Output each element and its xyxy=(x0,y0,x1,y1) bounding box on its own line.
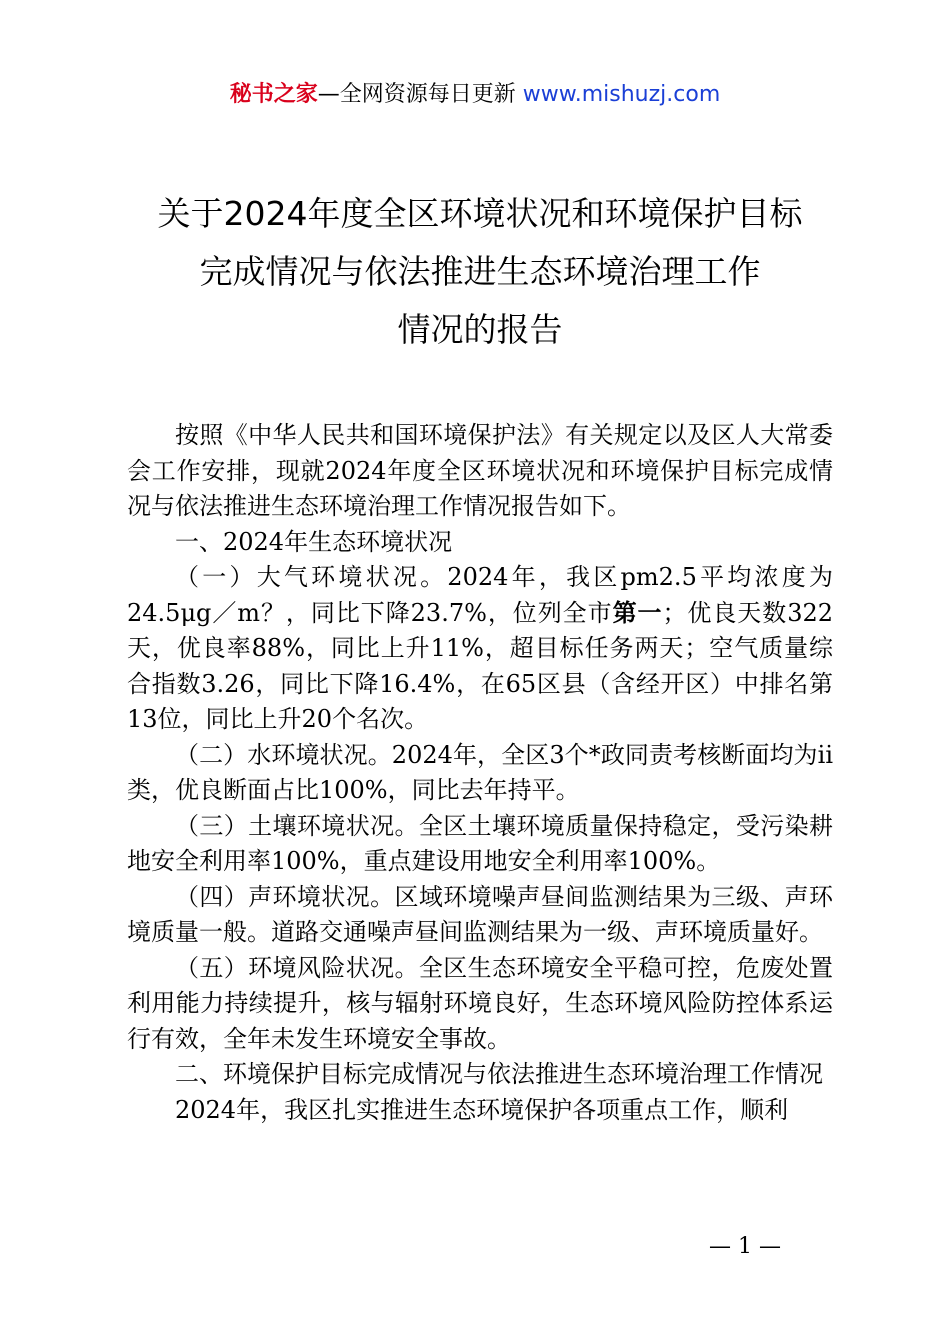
site-url-link[interactable]: www.mishuzj.com xyxy=(522,82,721,107)
sound-environment-paragraph: （四）声环境状况。区域环境噪声昼间监测结果为三级、声环境质量一般。道路交通噪声昼间监测结果为一级、声环境质量好。 xyxy=(127,882,833,946)
title-line-2: 完成情况与依法推进生态环境治理工作 xyxy=(199,252,761,291)
site-brand: 秘书之家 xyxy=(229,82,318,107)
site-tagline: —全网资源每日更新 xyxy=(317,82,523,107)
title-line-3: 情况的报告 xyxy=(397,310,563,349)
environment-risk-paragraph: （五）环境风险状况。全区生态环境安全平稳可控，危废处置利用能力持续提升，核与辐射环境良好，生态环境风险防控体系运行有效，全年未发生环境安全事故。 xyxy=(127,953,833,1053)
intro-paragraph: 按照《中华人民共和国环境保护法》有关规定以及区人大常委会工作安排，现就2024年度全区环境状况和环境保护目标完成情况与依法推进生态环境治理工作情况报告如下。 xyxy=(127,421,833,520)
section-2-heading: 二、环境保护目标完成情况与依法推进生态环境治理工作情况 xyxy=(175,1060,823,1088)
page-number: — 1 — xyxy=(709,1234,781,1259)
title-line-1: 关于2024年度全区环境状况和环境保护目标 xyxy=(157,194,803,233)
water-environment-paragraph: （二）水环境状况。2024年，全区3个*政同责考核断面均为ii类，优良断面占比100%，同比去年持平。 xyxy=(127,740,833,804)
air-text-before: （一）大气环境状况。2024年，我区pm2.5平均浓度为24.5μg／m？，同比下降23.7%，位列全市 xyxy=(127,563,833,627)
air-text-after: ；优良天数322天，优良率88%，同比上升11%，超目标任务两天；空气质量综合指数3.26，同比下降16.4%，在65区县（含经开区）中排名第13位，同比上升20个名次。 xyxy=(127,598,834,733)
air-environment-paragraph xyxy=(127,560,833,738)
document-body xyxy=(127,418,833,1128)
air-rank-emphasis: 第一 xyxy=(612,598,663,627)
document-title xyxy=(120,185,840,359)
site-header xyxy=(0,80,950,110)
section-1-heading: 一、2024年生态环境状况 xyxy=(175,527,453,556)
section-2-paragraph: 2024年，我区扎实推进生态环境保护各项重点工作，顺利 xyxy=(175,1095,789,1124)
soil-environment-paragraph: （三）土壤环境状况。全区土壤环境质量保持稳定，受污染耕地安全利用率100%，重点建设用地安全利用率100%。 xyxy=(127,811,833,875)
